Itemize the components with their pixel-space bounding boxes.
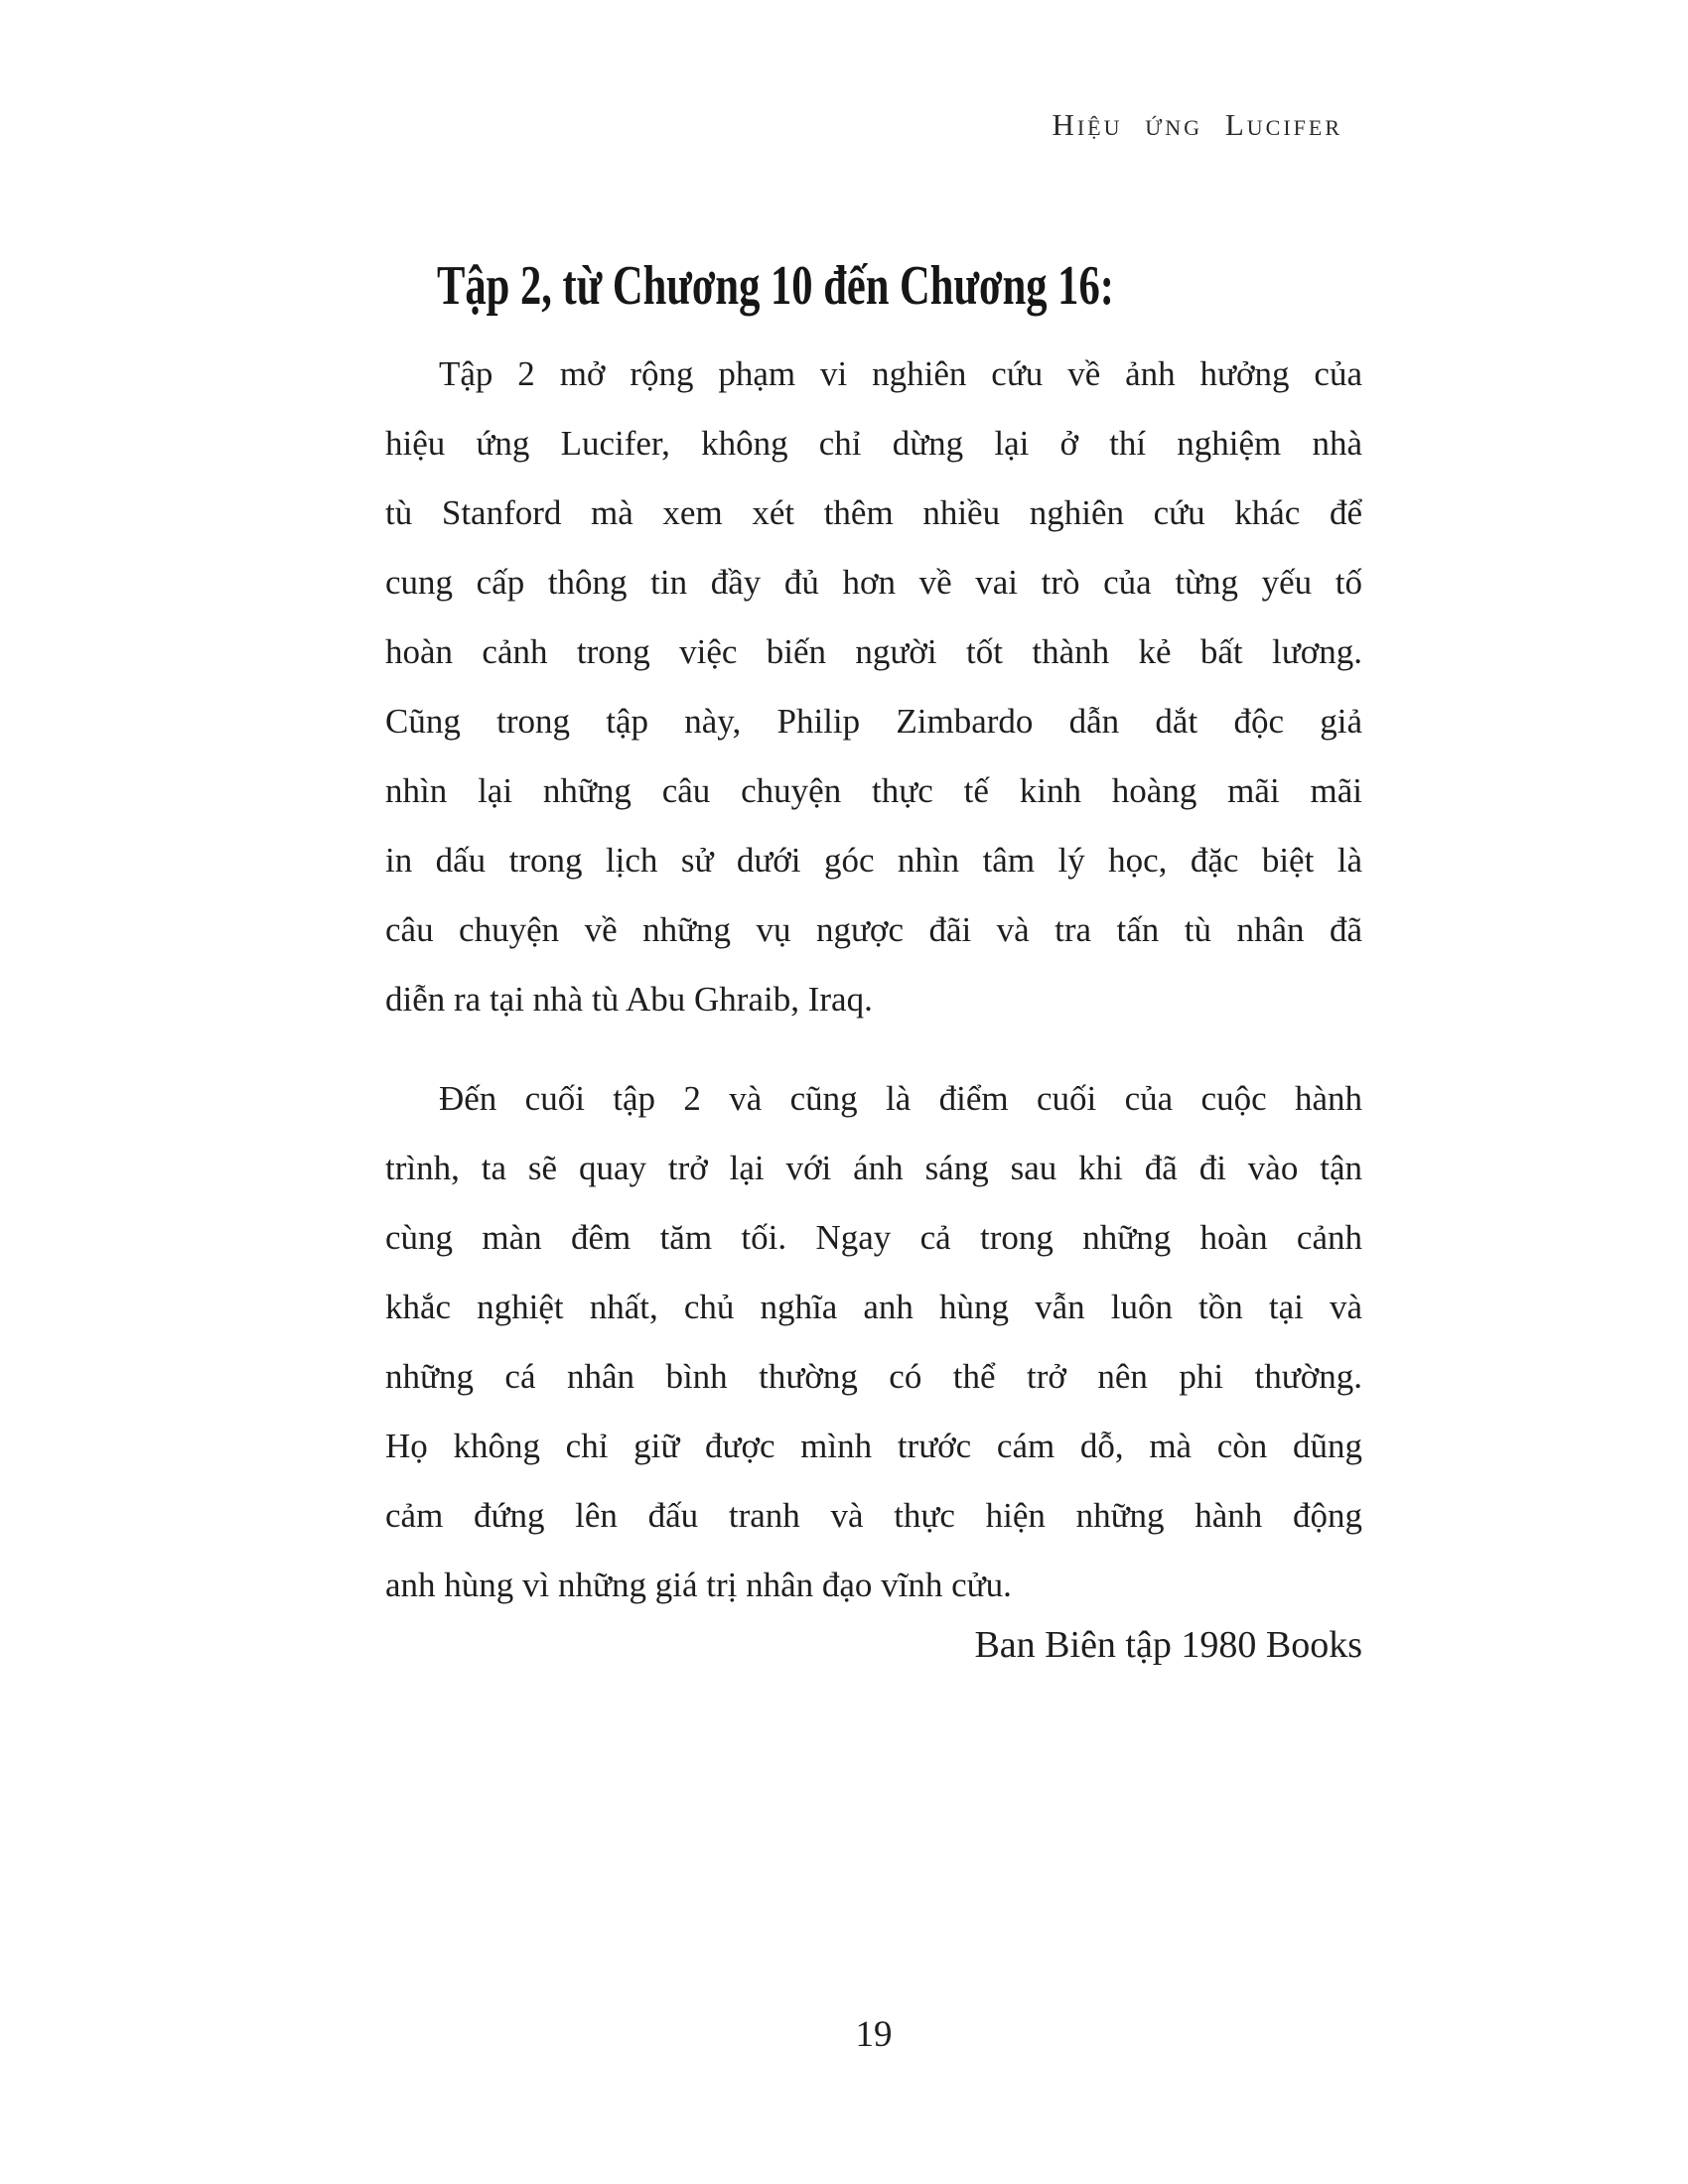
attribution: Ban Biên tập 1980 Books xyxy=(974,1624,1362,1666)
text-line: anh hùng vì những giá trị nhân đạo vĩnh cửu. xyxy=(385,1566,1012,1604)
text-line: những cá nhân bình thường có thể trở nên phi thường. xyxy=(385,1357,1362,1396)
text-line: tù Stanford mà xem xét thêm nhiều nghiên cứu khác để xyxy=(385,493,1362,532)
text-line: trình, ta sẽ quay trở lại với ánh sáng sau khi đã đi vào tận xyxy=(385,1149,1362,1187)
text-line: khắc nghiệt nhất, chủ nghĩa anh hùng vẫn luôn tồn tại và xyxy=(385,1288,1362,1326)
text-line: Tập 2 mở rộng phạm vi nghiên cứu về ảnh hưởng của xyxy=(439,354,1362,393)
running-head: Hiệu ứng Lucifer xyxy=(1052,107,1342,142)
text-line: in dấu trong lịch sử dưới góc nhìn tâm lý học, đặc biệt là xyxy=(385,841,1362,880)
text-line: Cũng trong tập này, Philip Zimbardo dẫn dắt độc giả xyxy=(385,702,1362,741)
text-line: Họ không chỉ giữ được mình trước cám dỗ, mà còn dũng xyxy=(385,1427,1362,1465)
text-line: diễn ra tại nhà tù Abu Ghraib, Iraq. xyxy=(385,980,873,1019)
section-heading: Tập 2, từ Chương 10 đến Chương 16: xyxy=(437,255,1114,317)
text-line: nhìn lại những câu chuyện thực tế kinh hoàng mãi mãi xyxy=(385,771,1362,810)
body-text xyxy=(385,340,1362,1620)
text-line: cung cấp thông tin đầy đủ hơn về vai trò của từng yếu tố xyxy=(385,563,1362,602)
text-line: cảm đứng lên đấu tranh và thực hiện những hành động xyxy=(385,1496,1362,1535)
page-number: 19 xyxy=(855,2014,893,2055)
text-line: Đến cuối tập 2 và cũng là điểm cuối của cuộc hành xyxy=(439,1079,1362,1118)
text-line: câu chuyện về những vụ ngược đãi và tra tấn tù nhân đã xyxy=(385,910,1362,949)
text-line: cùng màn đêm tăm tối. Ngay cả trong những hoàn cảnh xyxy=(385,1218,1362,1257)
text-line: hiệu ứng Lucifer, không chỉ dừng lại ở thí nghiệm nhà xyxy=(385,424,1362,463)
paragraph xyxy=(385,340,1362,1034)
text-line: hoàn cảnh trong việc biến người tốt thành kẻ bất lương. xyxy=(385,632,1362,671)
text-block xyxy=(385,0,1362,2184)
paragraph xyxy=(385,1064,1362,1620)
